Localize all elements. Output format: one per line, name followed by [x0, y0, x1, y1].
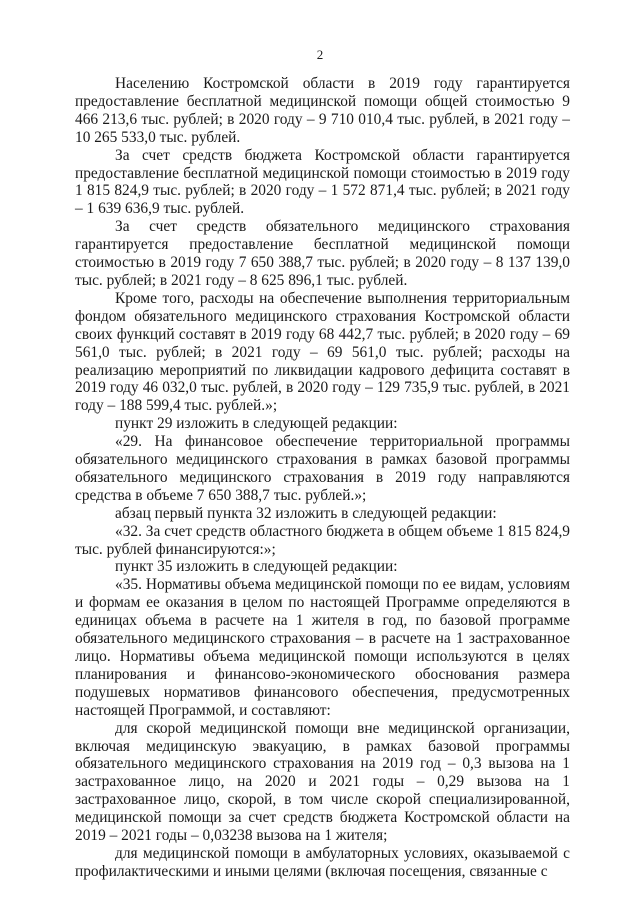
paragraph-outpatient-norms: для медицинской помощи в амбулаторных условиях, оказываемой с профилактическими и иными целями (включая посещения, связанные с: [75, 844, 570, 880]
paragraph-item-29-text: «29. На финансовое обеспечение территориальной программы обязательного медицинского страхования в рамках базовой программы обязательного медицинского страхования в 2019 году направляются средства в объеме 7 650 388,7 тыс. рублей.»;: [75, 433, 570, 504]
paragraph-ambulance-norms: для скорой медицинской помощи вне медицинской организации, включая медицинскую эвакуацию, в рамках базовой программы обязательного медицинского страхования на 2019 год – 0,3 вызова на 1 застрахованное лицо, на 2020 и 2021 годы – 0,29 вызова на 1 застрахованное лицо, скорой, в том числе скорой специализированной, медицинской помощи за счет средств бюджета Костромской области на 2019 – 2021 годы – 0,03238 вызова на 1 жителя;: [75, 719, 570, 845]
paragraph-amend-item-32: абзац первый пункта 32 изложить в следующей редакции:: [115, 504, 497, 522]
page-number: 2: [316, 47, 324, 62]
paragraph-additional-expenses: Кроме того, расходы на обеспечение выполнения территориальным фондом обязательного медицинского страхования Костромской области своих функций составят в 2019 году 68 442,7 тыс. рублей; в 2020 году – 69 561,0 тыс. рублей; в 2021 году – 69 561,0 тыс. рублей; расходы на реализацию мероприятий по ликвидации кадрового дефицита составят в 2019 году 46 032,0 тыс. рублей, в 2020 году – 129 735,9 тыс. рублей, в 2021 году – 188 599,4 тыс. рублей.»;: [75, 289, 570, 415]
document-body: [75, 75, 570, 881]
paragraph-item-32-text: «32. За счет средств областного бюджета в общем объеме 1 815 824,9 тыс. рублей финансируются:»;: [75, 522, 570, 558]
paragraph-amend-item-29: пункт 29 изложить в следующей редакции:: [115, 415, 398, 433]
paragraph-item-35-text: «35. Нормативы объема медицинской помощи по ее видам, условиям и формам ее оказания в целом по настоящей Программе определяются в единицах объема в расчете на 1 жителя в год, по базовой программе обязательного медицинского страхования – в расчете на 1 застрахованное лицо. Нормативы объема медицинской помощи используются в целях планирования и финансово-экономического обоснования размера подушевых нормативов финансового обеспечения, предусмотренных настоящей Программой, и составляют:: [75, 576, 570, 719]
paragraph-regional-budget: За счет средств бюджета Костромской области гарантируется предоставление бесплатной медицинской помощи стоимостью в 2019 году 1 815 824,9 тыс. рублей; в 2020 году – 1 572 871,4 тыс. рублей; в 2021 году – 1 639 636,9 тыс. рублей.: [75, 146, 570, 218]
paragraph-total-cost: Населению Костромской области в 2019 году гарантируется предоставление бесплатной медицинской помощи общей стоимостью 9 466 213,6 тыс. рублей; в 2020 году – 9 710 010,4 тыс. рублей, в 2021 году – 10 265 533,0 тыс. рублей.: [75, 75, 570, 146]
paragraph-oms-funds: За счет средств обязательного медицинского страхования гарантируется предоставление бесплатной медицинской помощи стоимостью в 2019 году 7 650 388,7 тыс. рублей; в 2020 году – 8 137 139,0 тыс. рублей; в 2021 году – 8 625 896,1 тыс. рублей.: [75, 218, 570, 289]
paragraph-amend-item-35: пункт 35 изложить в следующей редакции:: [115, 558, 398, 576]
